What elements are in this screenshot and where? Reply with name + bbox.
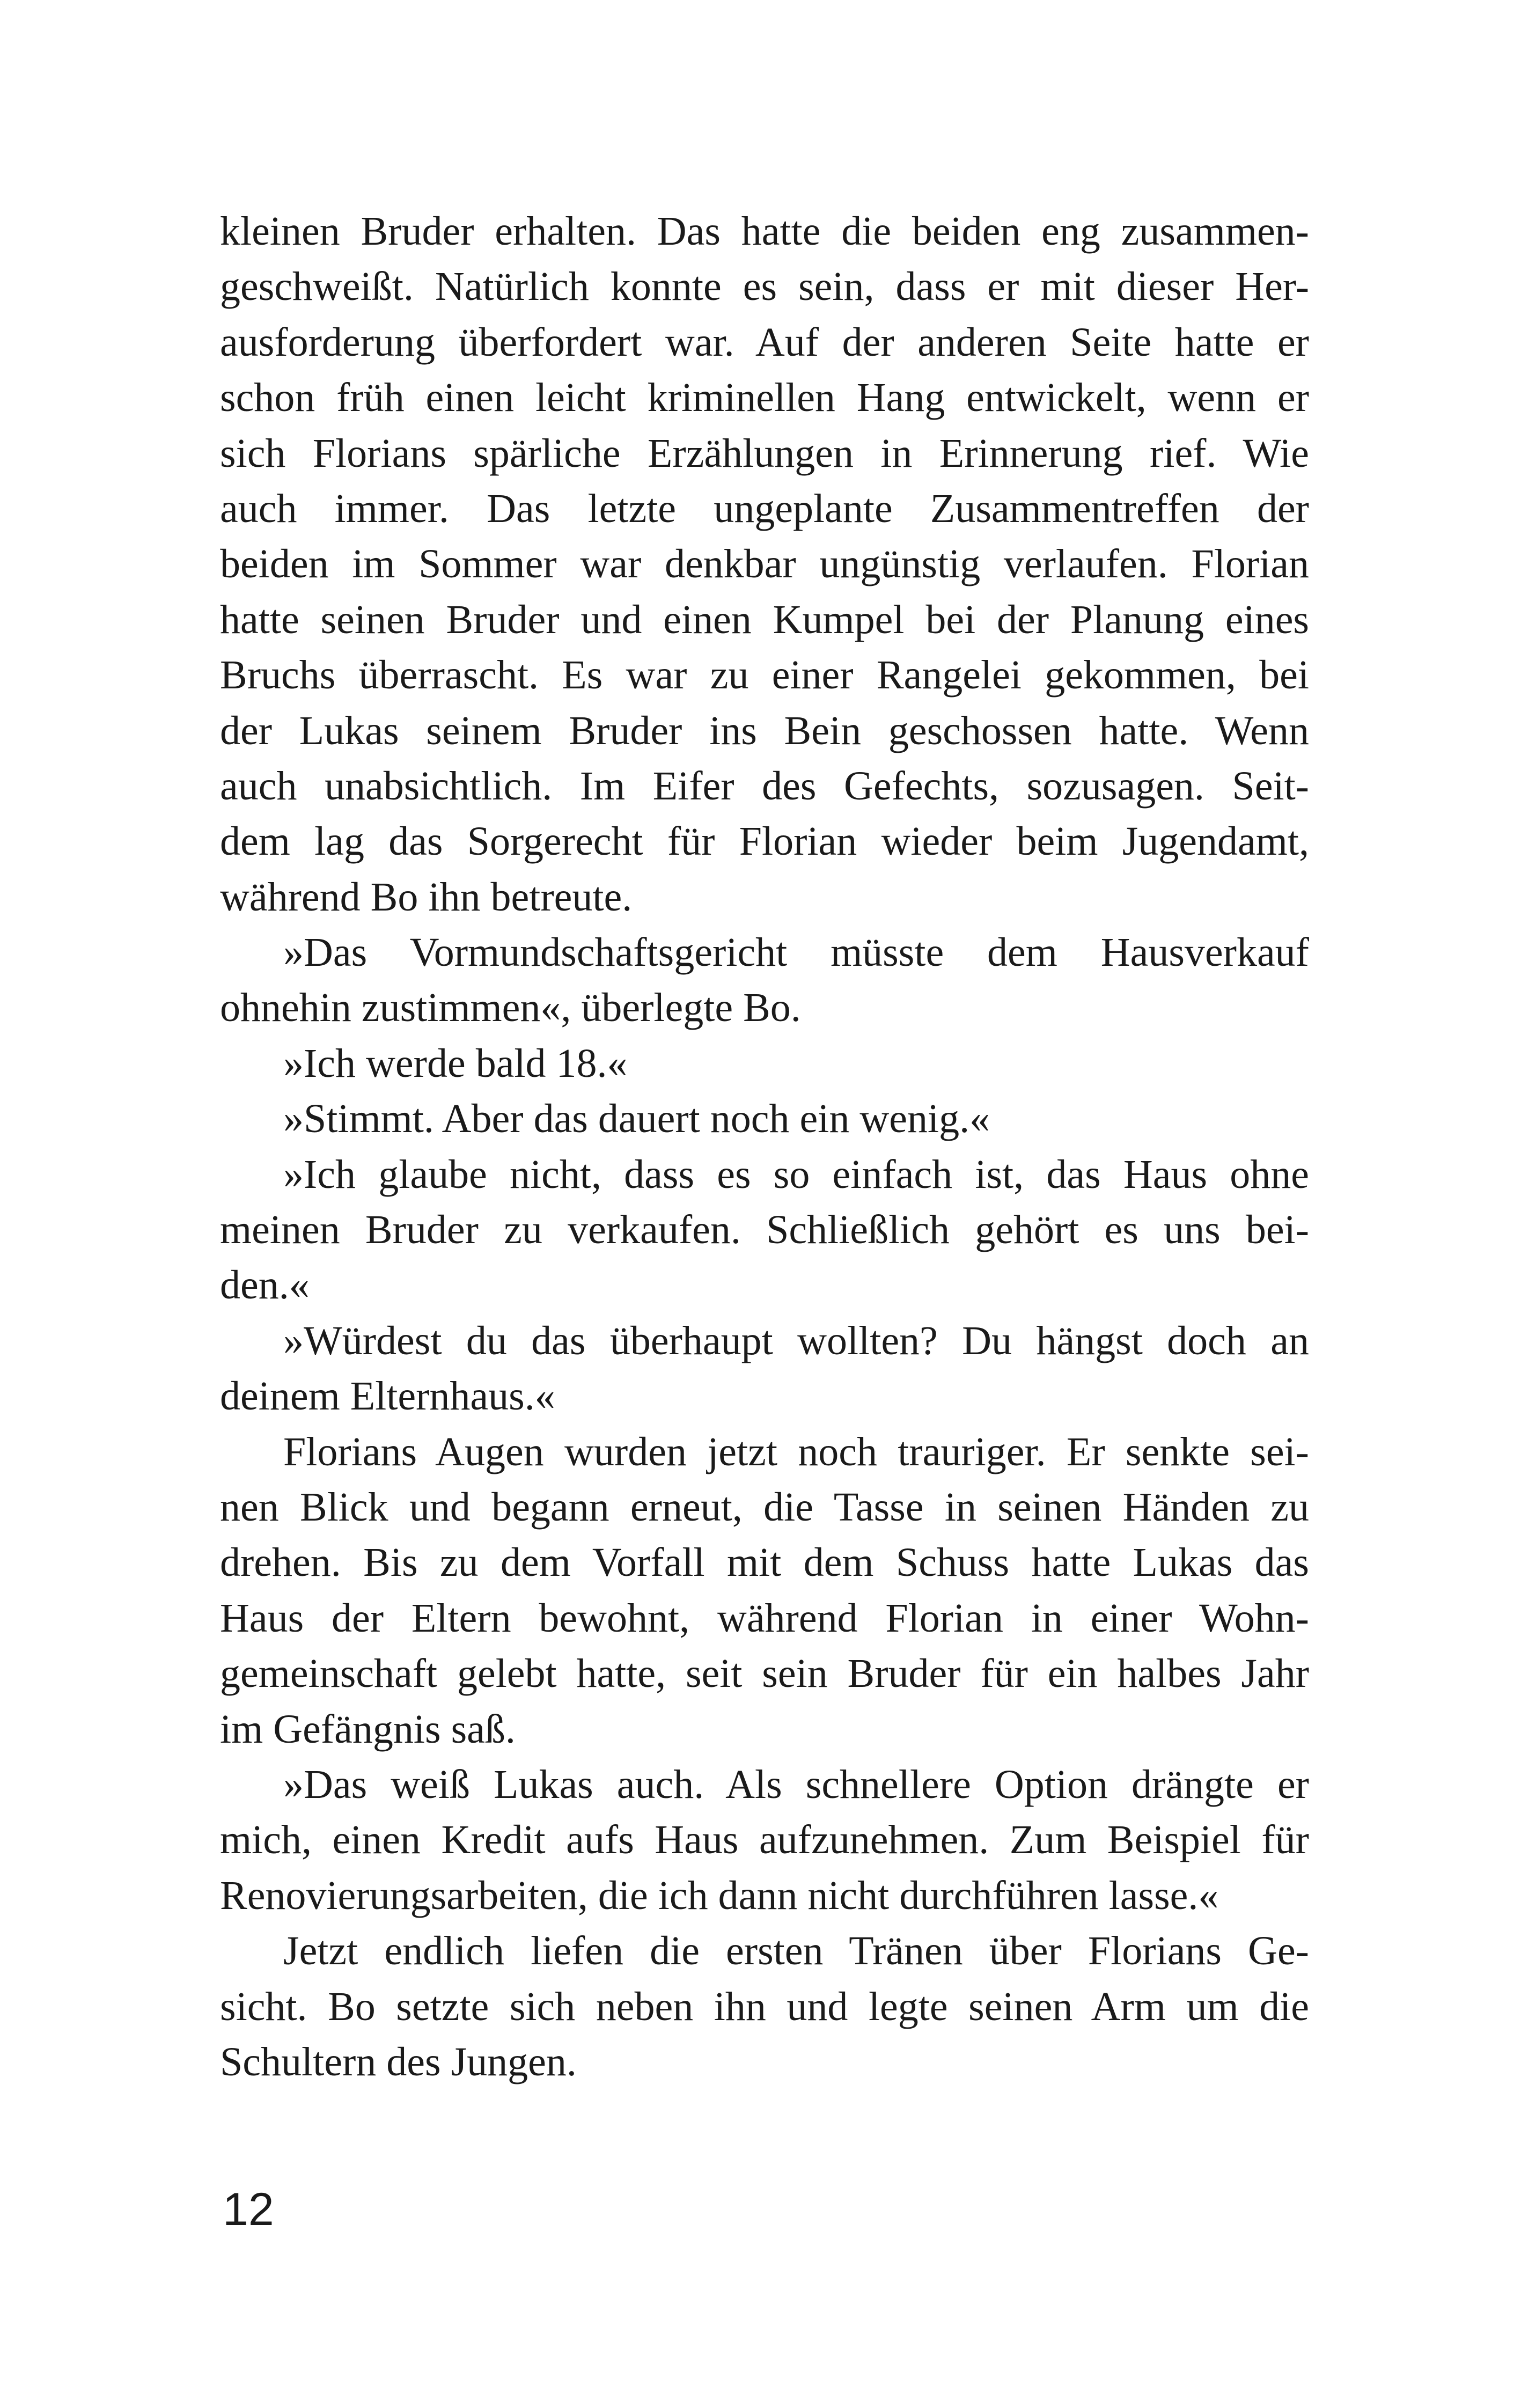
text-line: hatte seinen Bruder und einen Kumpel bei der Planung eines — [220, 597, 1309, 642]
text-line: sich Florians spärliche Erzählungen in Erinnerung rief. Wie — [220, 430, 1309, 476]
text-line: während Bo ihn betreute. — [220, 874, 633, 920]
text-line: Renovierungsarbeiten, die ich dann nicht durchführen lasse.« — [220, 1873, 1219, 1918]
text-line: meinen Bruder zu verkaufen. Schließlich gehört es uns bei- — [220, 1207, 1309, 1253]
text-line: schon früh einen leicht kriminellen Hang entwickelt, wenn er — [220, 375, 1309, 421]
text-line: kleinen Bruder erhalten. Das hatte die beiden eng zusammen- — [220, 209, 1309, 254]
text-line: Schultern des Jungen. — [220, 2039, 577, 2084]
text-line: Florians Augen wurden jetzt noch trauriger. Er senkte sei- — [283, 1429, 1309, 1474]
text-line: dem lag das Sorgerecht für Florian wieder beim Jugendamt, — [220, 819, 1309, 864]
page-number: 12 — [223, 2184, 274, 2235]
text-line: ohnehin zustimmen«, überlegte Bo. — [220, 985, 801, 1031]
text-line: auch unabsichtlich. Im Eifer des Gefechts, sozusagen. Seit- — [220, 763, 1309, 809]
text-line: drehen. Bis zu dem Vorfall mit dem Schuss hatte Lukas das — [220, 1540, 1309, 1585]
text-line: »Ich glaube nicht, dass es so einfach ist, das Haus ohne — [283, 1151, 1309, 1197]
text-line: »Stimmt. Aber das dauert noch ein wenig.« — [283, 1096, 990, 1142]
text-line: Jetzt endlich liefen die ersten Tränen über Florians Ge- — [283, 1928, 1309, 1974]
text-line: im Gefängnis saß. — [220, 1706, 516, 1752]
page-body — [220, 204, 1309, 2090]
text-line: Bruchs überrascht. Es war zu einer Rangelei gekommen, bei — [220, 652, 1309, 698]
text-line: nen Blick und begann erneut, die Tasse in seinen Händen zu — [220, 1484, 1309, 1530]
text-line: geschweißt. Natürlich konnte es sein, dass er mit dieser Her- — [220, 264, 1309, 310]
text-line: beiden im Sommer war denkbar ungünstig verlaufen. Florian — [220, 541, 1309, 587]
text-line: mich, einen Kredit aufs Haus aufzunehmen. Zum Beispiel für — [220, 1817, 1309, 1863]
text-line: Haus der Eltern bewohnt, während Florian in einer Wohn- — [220, 1595, 1309, 1641]
text-line: deinem Elternhaus.« — [220, 1374, 555, 1419]
text-line: auch immer. Das letzte ungeplante Zusammentreffen der — [220, 486, 1309, 531]
text-line: »Das Vormundschaftsgericht müsste dem Hausverkauf — [283, 930, 1309, 975]
text-line: der Lukas seinem Bruder ins Bein geschossen hatte. Wenn — [220, 708, 1309, 753]
text-line: ausforderung überfordert war. Auf der anderen Seite hatte er — [220, 319, 1309, 365]
text-line: gemeinschaft gelebt hatte, seit sein Bruder für ein halbes Jahr — [220, 1651, 1309, 1697]
text-line: sicht. Bo setzte sich neben ihn und legte seinen Arm um die — [220, 1984, 1309, 2029]
text-line: »Würdest du das überhaupt wollten? Du hängst doch an — [283, 1318, 1309, 1363]
text-line: »Ich werde bald 18.« — [283, 1040, 628, 1086]
text-line: den.« — [220, 1262, 310, 1308]
text-line: »Das weiß Lukas auch. Als schnellere Option drängte er — [283, 1761, 1309, 1807]
